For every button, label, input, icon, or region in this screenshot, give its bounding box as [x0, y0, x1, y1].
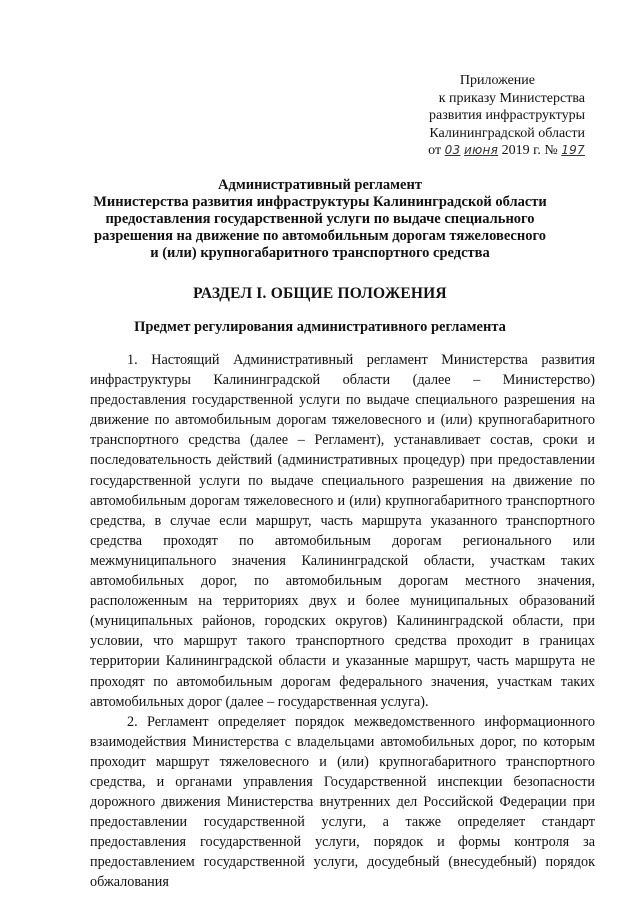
handwritten-month: июня	[463, 143, 499, 157]
document-title	[60, 177, 580, 262]
document-body	[90, 350, 595, 893]
date-year: 2019 г. №	[501, 143, 558, 158]
date-prefix: от	[428, 143, 442, 158]
title-line-1: Административный регламент	[218, 177, 422, 193]
appendix-order-line: к приказу Министерства	[438, 90, 585, 106]
title-line-2: Министерства развития инфраструктуры Калининградской области	[93, 194, 547, 210]
paragraph-1: 1. Настоящий Административный регламент Министерства развития инфраструктуры Калининградской области (далее – Министерство) предоставления государственной услуги по выдаче специального разрешения на движение по автомобильным дорогам тяжеловесного и (или) крупногабаритного транспортного средства (далее – Регламент), устанавливает состав, сроки и последовательность действий (административных процедур) при предоставлении государственной услуги по выдаче специального разрешения на движение по автомобильным дорогам тяжеловесного и (или) крупногабаритного транспортного средства, в случае если маршрут, часть маршрута указанного транспортного средства проходят по автомобильным дорогам регионального или межмуниципального значения Калининградской области, участкам таких автомобильных дорог, по автомобильным дорогам местного значения, расположенным на территориях двух и более муниципальных образований (муниципальных районов, городских округов) Калининградской области, при условии, что маршрут такого транспортного средства проходит в границах территории Калининградской области и указанные маршрут, часть маршрута не проходят по автомобильным дорогам федерального значения, участкам таких автомобильных дорог (далее – государственная услуга).	[90, 352, 595, 710]
appendix-region-line: Калининградской области	[429, 125, 585, 141]
appendix-ministry-line: развития инфраструктуры	[429, 108, 585, 123]
handwritten-order-number: 197	[561, 143, 585, 157]
appendix-block	[395, 72, 585, 160]
appendix-date-line	[395, 142, 585, 160]
appendix-label: Приложение	[459, 73, 535, 88]
title-line-4: разрешения на движение по автомобильным дорогам тяжеловесного	[94, 228, 546, 244]
paragraph-2: 2. Регламент определяет порядок межведомственного информационного взаимодействия Министерства с владельцами автомобильных дорог, по которым проходит маршрут тяжеловесного и (или) крупногабаритного транспортного средства, и органами управления Государственной инспекции безопасности дорожного движения Министерства внутренних дел Российской Федерации при предоставлении государственной услуги, а также определяет стандарт предоставления государственной услуги, порядок и формы контроля за предоставлением государственной услуги, досудебный (внесудебный) порядок обжалования	[90, 713, 595, 891]
section-heading: РАЗДЕЛ I. ОБЩИЕ ПОЛОЖЕНИЯ	[193, 285, 447, 302]
subject-heading: Предмет регулирования административного регламента	[134, 319, 506, 335]
handwritten-day: 03	[444, 143, 461, 157]
title-line-5: и (или) крупногабаритного транспортного средства	[150, 245, 490, 261]
title-line-3: предоставления государственной услуги по выдаче специального	[105, 211, 535, 227]
